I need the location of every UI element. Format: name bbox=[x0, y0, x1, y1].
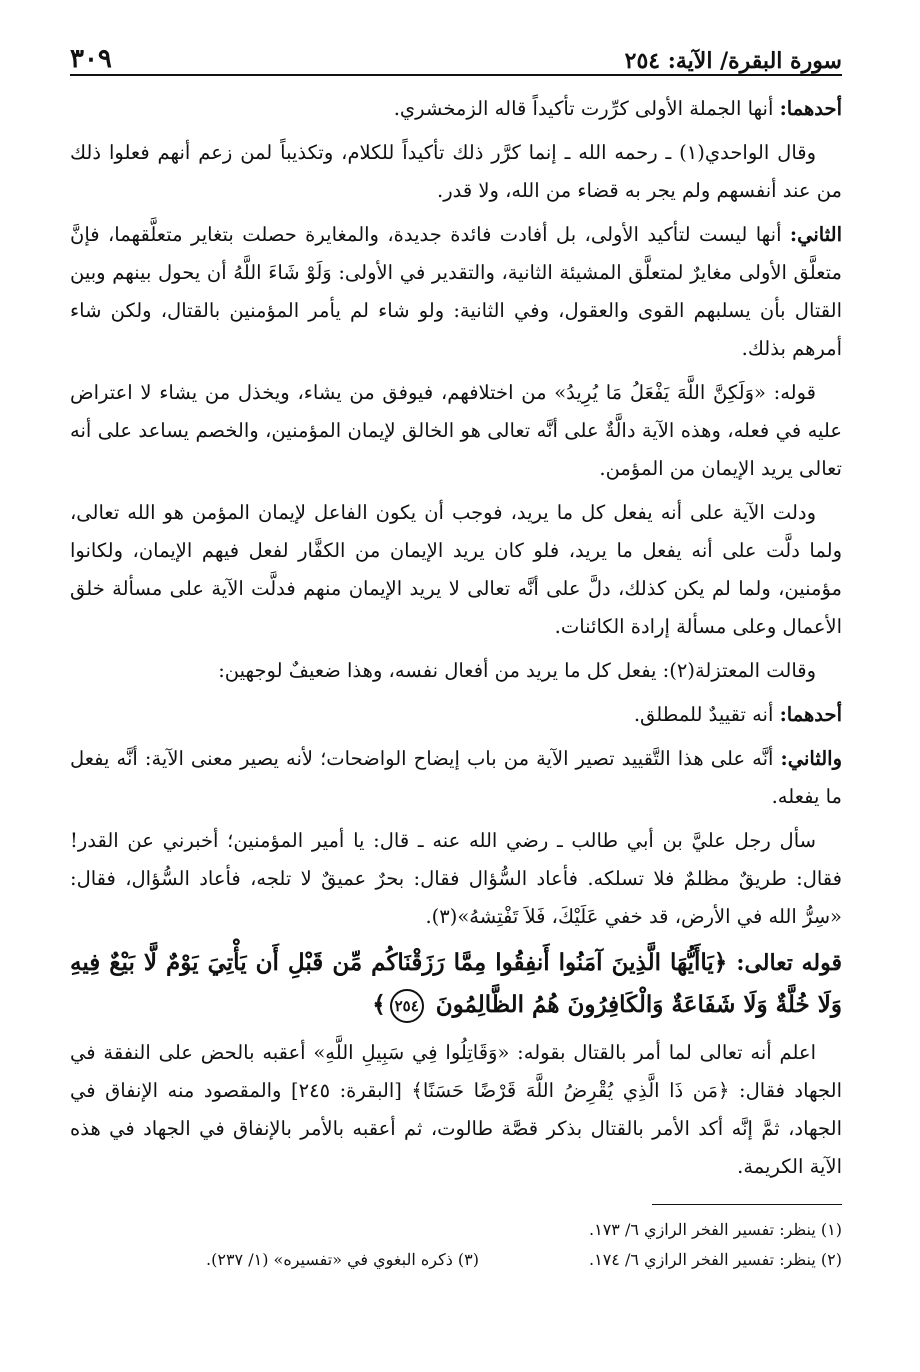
verse-close-bracket: ﴾ bbox=[372, 991, 386, 1018]
page-header bbox=[70, 36, 842, 76]
footnote: (٣) ذكره البغوي في «تفسيره» (١/ ٢٣٧). bbox=[206, 1250, 480, 1269]
quran-verse bbox=[70, 942, 842, 1026]
paragraph-text: اعلم أنه تعالى لما أمر بالقتال بقوله: «وَقَاتِلُوا فِي سَبِيلِ اللَّهِ» أعقبه بالحض على النفقة في الجهاد فقال: ﴿مَن ذَا الَّذِي يُقْرِضُ اللَّهَ قَرْضًا حَسَنًا﴾ [البقرة: ٢٤٥] والمقصود منه الإنفاق في الجهاد، ثمَّ إنَّه أكد الأمر بالقتال بذكر قصَّة طالوت، ثم أعقبه بالأمر بالإنفاق في الجهاد في هذه الآية الكريمة. bbox=[70, 1041, 842, 1178]
ayah-number-marker: ٢٥٤ bbox=[390, 989, 424, 1023]
paragraph-text: ودلت الآية على أنه يفعل كل ما يريد، فوجب أن يكون الفاعل لإيمان المؤمن هو الله تعالى، ولما دلَّت على أنه يفعل ما يريد، فلو كان يريد الإيمان من الكفَّار لفعل فيهم الإيمان، ولكانوا مؤمنين، ولما لم يكن كذلك، دلَّ على أنَّه تعالى لا يريد الإيمان منهم فدلَّت الآية على مسألة خلق الأعمال وعلى مسألة إرادة الكائنات. bbox=[70, 501, 842, 638]
paragraph bbox=[70, 696, 842, 734]
paragraph-label: أحدهما: bbox=[779, 703, 842, 726]
paragraph-label: الثاني: bbox=[789, 223, 842, 246]
paragraph-text: وقالت المعتزلة(٢): يفعل كل ما يريد من أفعال نفسه، وهذا ضعيفٌ لوجهين: bbox=[218, 659, 816, 682]
footnote: (٢) ينظر: تفسير الفخر الرازي ٦/ ١٧٤. bbox=[589, 1250, 842, 1269]
paragraph bbox=[70, 822, 842, 936]
paragraph bbox=[70, 740, 842, 816]
footnote-row bbox=[70, 1215, 842, 1245]
paragraph bbox=[70, 374, 842, 488]
paragraph bbox=[70, 216, 842, 368]
paragraph-text: أنه تقييدٌ للمطلق. bbox=[633, 703, 780, 726]
footnote-row bbox=[70, 1245, 842, 1275]
paragraph-text: وقال الواحدي(١) ـ رحمه الله ـ إنما كرَّر ذلك تأكيداً للكلام، وتكذيباً لمن زعم أنهم فعلوا ذلك من عند أنفسهم ولم يجر به قضاء من الله، ولا قدر. bbox=[70, 141, 842, 202]
footnote-divider bbox=[652, 1204, 842, 1205]
paragraph bbox=[70, 494, 842, 646]
paragraph-text: قوله: «وَلَكِنَّ اللَّهَ يَفْعَلُ مَا يُرِيدُ» من اختلافهم، فيوفق من يشاء، ويخذل من يشاء لا اعتراض عليه في فعله، وهذه الآية دالَّةٌ على أنَّه تعالى هو الخالق لإيمان المؤمنين، والخصم يساعد على أنه تعالى يريد الإيمان من المؤمن. bbox=[70, 381, 842, 480]
page-number: ٣٠٩ bbox=[70, 44, 112, 74]
paragraph bbox=[70, 652, 842, 690]
paragraph-label: أحدهما: bbox=[779, 97, 842, 120]
footnotes bbox=[70, 1204, 842, 1275]
paragraph-text: أنها ليست لتأكيد الأولى، بل أفادت فائدة جديدة، والمغايرة حصلت بتغاير متعلَّقهما، فإنَّ متعلَّق الأولى مغايرٌ لمتعلَّق المشيئة الثانية، والتقدير في الأولى: وَلَوْ شَاءَ اللَّهُ أن يحول بينهم وبين القتال بأن يسلبهم القوى والعقول، وفي الثانية: ولو شاء لم يأمر المؤمنين بالقتال، ولكن شاء أمرهم بذلك. bbox=[70, 223, 842, 360]
verse-lead: قوله تعالى: bbox=[736, 950, 842, 976]
paragraph-label: والثاني: bbox=[780, 747, 842, 770]
footnote: (١) ينظر: تفسير الفخر الرازي ٦/ ١٧٣. bbox=[589, 1220, 842, 1239]
running-title: سورة البقرة/ الآية: ٢٥٤ bbox=[617, 48, 842, 74]
paragraph bbox=[70, 90, 842, 128]
main-text bbox=[70, 90, 842, 1186]
paragraph bbox=[70, 1034, 842, 1186]
paragraph-text: سأل رجل عليَّ بن أبي طالب ـ رضي الله عنه ـ قال: يا أمير المؤمنين؛ أخبرني عن القدر! فقال: طريقٌ مظلمٌ فلا تسلكه. فأعاد السُّؤال فقال: بحرٌ عميقٌ لا تلجه، فأعاد السُّؤال، فقال: «سِرُّ الله في الأرض، قد خفي عَلَيْكَ، فَلاَ تَفْتِشهُ»(٣). bbox=[70, 829, 842, 928]
paragraph bbox=[70, 134, 842, 210]
paragraph-text: أنها الجملة الأولى كرِّرت تأكيداً قاله الزمخشري. bbox=[393, 97, 780, 120]
verse-text: ﴿يَاأَيُّهَا الَّذِينَ آمَنُوا أَنفِقُوا مِمَّا رَزَقْنَاكُم مِّن قَبْلِ أَن يَأْتِيَ يَوْمٌ لَّا بَيْعٌ فِيهِ وَلَا خُلَّةٌ وَلَا شَفَاعَةٌ وَالْكَافِرُونَ هُمُ الظَّالِمُونَ bbox=[70, 949, 842, 1018]
paragraph-text: أنَّه على هذا التَّقييد تصير الآية من باب إيضاح الواضحات؛ لأنه يصير معنى الآية: أنَّه يفعل ما يفعله. bbox=[70, 747, 842, 808]
